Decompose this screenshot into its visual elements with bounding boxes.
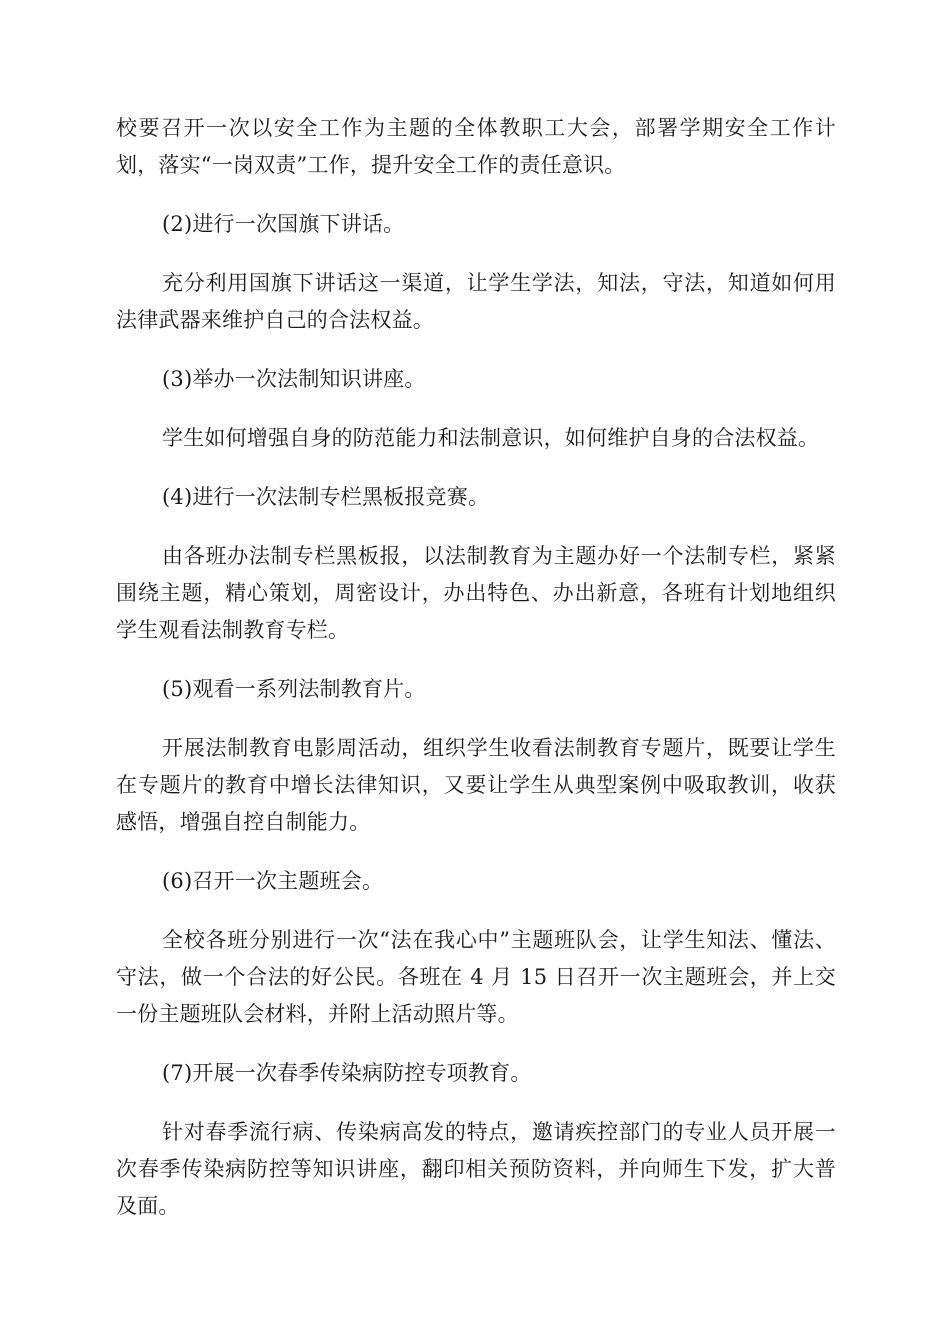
paragraph-education-films: 开展法制教育电影周活动，组织学生收看法制教育专题片，既要让学生在专题片的教育中增长法律知识，又要让学生从典型案例中吸取教训，收获感悟，增强自控自制能力。 xyxy=(116,736,836,834)
section-heading-4: (4)进行一次法制专栏黑板报竞赛。 xyxy=(162,485,490,509)
paragraph-disease-prevention: 针对春季流行病、传染病高发的特点，邀请疾控部门的专业人员开展一次春季传染病防控等知识讲座，翻印相关预防资料，并向师生下发，扩大普及面。 xyxy=(116,1120,836,1218)
section-heading-5: (5)观看一系列法制教育片。 xyxy=(162,677,426,701)
paragraph-class-meeting: 全校各班分别进行一次“法在我心中”主题班队会，让学生知法、懂法、守法，做一个合法的好公民。各班在 4 月 15 日召开一次主题班会，并上交一份主题班队会材料，并附上活动照片等。 xyxy=(116,928,836,1026)
section-heading-2: (2)进行一次国旗下讲话。 xyxy=(162,212,405,236)
section-heading-7: (7)开展一次春季传染病防控专项教育。 xyxy=(162,1061,532,1085)
paragraph-national-flag-speech: 充分利用国旗下讲话这一渠道，让学生学法，知法，守法，知道如何用法律武器来维护自己的合法权益。 xyxy=(116,271,836,332)
paragraph-legal-lecture: 学生如何增强自身的防范能力和法制意识，如何维护自身的合法权益。 xyxy=(162,426,820,450)
section-heading-3: (3)举办一次法制知识讲座。 xyxy=(162,367,426,391)
document-body xyxy=(116,110,836,1247)
paragraph-blackboard-contest: 由各班办法制专栏黑板报，以法制教育为主题办好一个法制专栏，紧紧围绕主题，精心策划，周密设计，办出特色、办出新意，各班有计划地组织学生观看法制教育专栏。 xyxy=(116,544,836,642)
section-heading-6: (6)召开一次主题班会。 xyxy=(162,869,384,893)
paragraph-continued: 校要召开一次以安全工作为主题的全体教职工大会，部署学期安全工作计划，落实“一岗双责”工作，提升安全工作的责任意识。 xyxy=(116,116,836,177)
